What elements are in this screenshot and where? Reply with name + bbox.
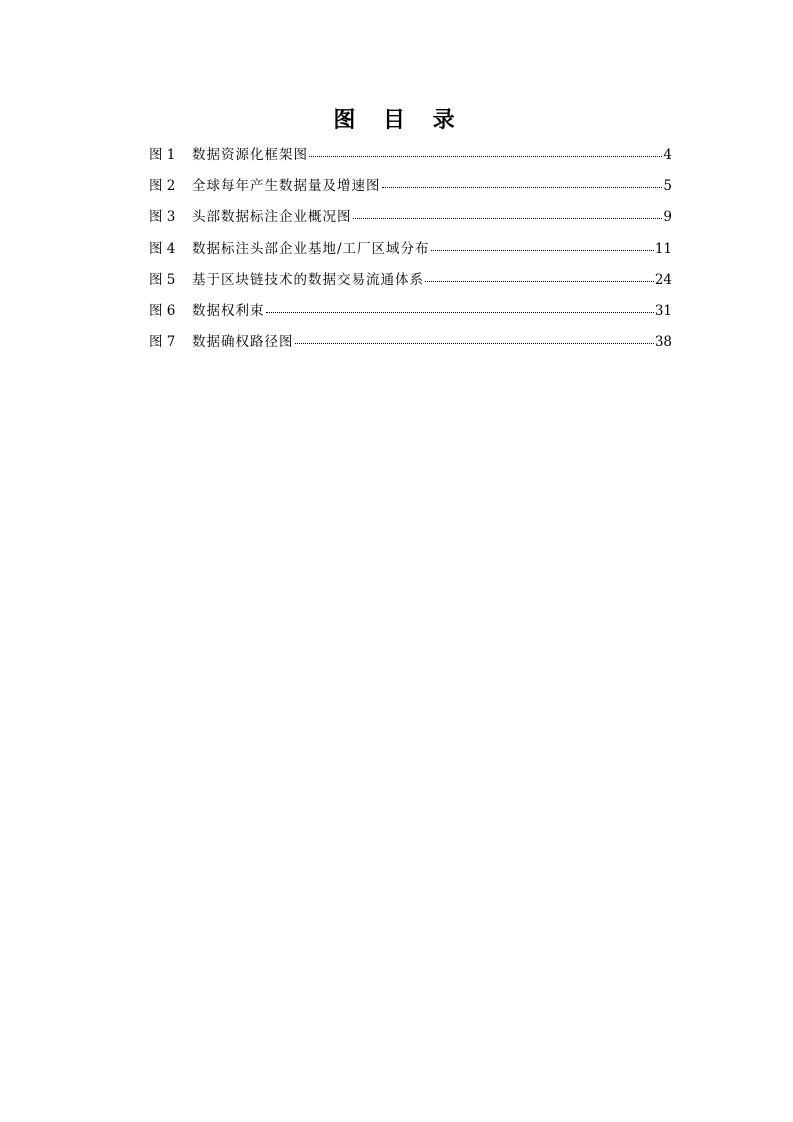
toc-entry-label: 数据标注头部企业基地/工厂区域分布 (192, 240, 430, 257)
toc-dot-leader (431, 238, 654, 251)
toc-entry[interactable] (149, 330, 672, 361)
toc-entry[interactable] (149, 299, 672, 330)
toc-entry-page: 31 (654, 302, 672, 319)
toc-entry-label: 头部数据标注企业概况图 (192, 209, 352, 226)
toc-dot-leader (425, 269, 654, 282)
toc-entry-page: 4 (663, 147, 672, 163)
toc-entry-page: 11 (654, 240, 672, 257)
toc-entry-number: 图 2 (149, 178, 176, 195)
toc-dot-leader (295, 331, 654, 344)
toc-entry-page: 5 (663, 178, 672, 195)
toc-dot-leader (382, 175, 663, 188)
toc-entry-label: 数据资源化框架图 (192, 147, 308, 163)
toc-entry-number: 图 6 (149, 302, 176, 319)
toc-entry-label: 数据确权路径图 (192, 334, 294, 351)
toc-entry-number: 图 1 (149, 147, 176, 163)
toc-entry[interactable] (149, 143, 672, 174)
toc-entry-label: 全球每年产生数据量及增速图 (192, 178, 381, 195)
toc-entry-number: 图 5 (149, 271, 176, 288)
toc-entry-number: 图 4 (149, 240, 176, 257)
toc-entry-number: 图 7 (149, 334, 176, 351)
toc-entry[interactable] (149, 205, 672, 236)
toc-entry-label: 数据权利束 (192, 302, 265, 319)
toc-dot-leader (309, 144, 662, 157)
toc-entry-page: 24 (654, 271, 672, 288)
toc-entry-number: 图 3 (149, 209, 176, 226)
toc-entry-page: 38 (654, 334, 672, 351)
toc-entry[interactable] (149, 174, 672, 205)
toc-entry[interactable] (149, 268, 672, 299)
figure-index (149, 143, 672, 361)
toc-entry-label: 基于区块链技术的数据交易流通体系 (192, 271, 424, 288)
toc-dot-leader (266, 300, 654, 313)
toc-entry[interactable] (149, 237, 672, 268)
toc-entry-page: 9 (663, 209, 672, 226)
toc-dot-leader (353, 206, 663, 219)
page-title: 图 目 录 (333, 108, 465, 133)
